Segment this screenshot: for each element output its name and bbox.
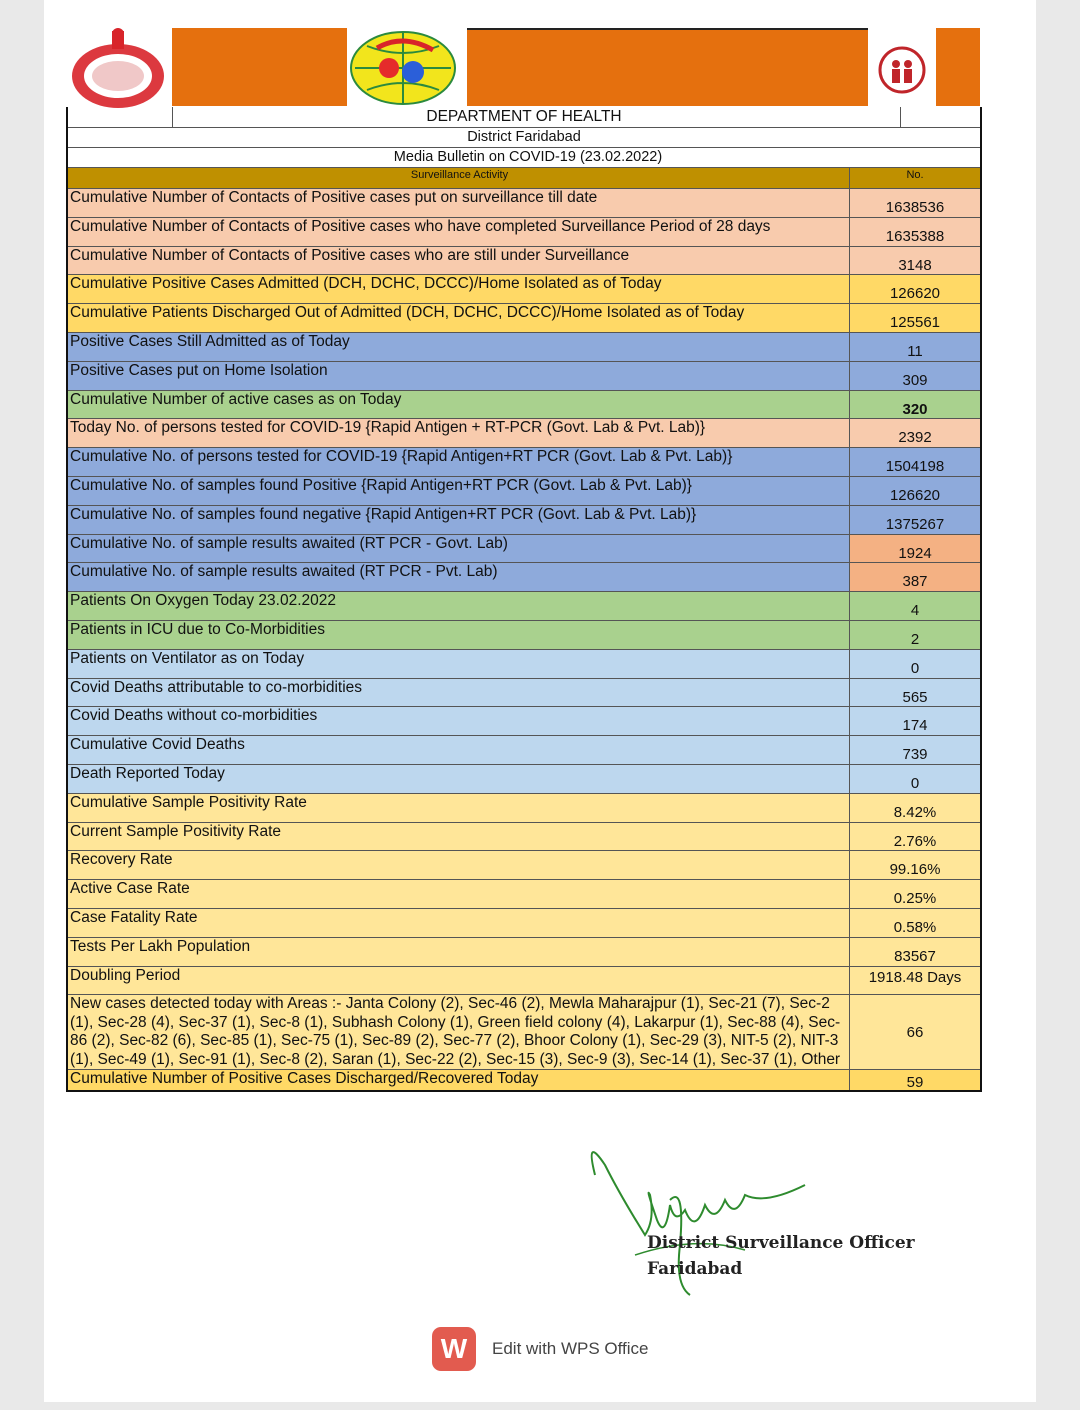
table-row [68,448,980,477]
row-label: Current Sample Positivity Rate [68,823,850,851]
row-value: 1504198 [885,458,945,476]
row-label: New cases detected today with Areas :- Janta Colony (2), Sec-46 (2), Mewla Maharajpur (1), Sec-21 (7), Sec-2 (1), Sec-28 (4), Sec-37 (1), Sec-8 (1), Subhash Colony (1), Green field colony (4), Lakarpur (1), Sec-88 (4), Sec-86 (2), Sec-82 (6), Sec-85 (1), Sec-75 (1), Sec-89 (2), Sec-77 (2), Bhoor Colony (1), Sec-29 (3), NIT-5 (2), NIT-3 (1), Sec-49 (1), Sec-91 (1), Sec-8 (2), Saran (1), Sec-22 (2), Sec-15 (3), Sec-9 (3), Sec-14 (1), Sec-37 (1), Other [68,995,850,1069]
row-value: 125561 [889,314,941,332]
table-row [68,333,980,362]
table-row [68,391,980,420]
table-row [68,218,980,247]
wps-watermark[interactable] [432,1327,649,1371]
signature-line-2: Faridabad [647,1259,743,1279]
row-value: 126620 [889,486,941,504]
data-rows [68,189,980,1090]
column-header-row [68,168,980,189]
row-value: 3148 [898,256,932,274]
row-value: 0.25% [893,890,937,908]
table-row [68,736,980,765]
row-label: Patients in ICU due to Co-Morbidities [68,621,850,649]
row-value: 11 [907,342,923,360]
wps-logo-icon: W [432,1327,476,1371]
table-row [68,592,980,621]
row-value: 2392 [898,429,932,447]
row-label: Patients on Ventilator as on Today [68,650,850,678]
table-row [68,621,980,650]
national-health-mission-icon [868,28,936,108]
row-value: 320 [902,400,928,418]
wps-edit-link[interactable]: Edit with WPS Office [492,1339,649,1358]
table-row [68,851,980,880]
bulletin-table [66,107,982,1092]
table-row [68,995,980,1070]
row-value: 2 [910,630,920,648]
title-row [68,107,980,128]
table-row [68,506,980,535]
table-row [68,938,980,967]
row-label: Covid Deaths without co-morbidities [68,707,850,735]
row-label: Active Case Rate [68,880,850,908]
row-label: Cumulative No. of samples found Positive {Rapid Antigen+RT PCR (Govt. Lab & Pvt. Lab)} [68,477,850,505]
row-label: Patients On Oxygen Today 23.02.2022 [68,592,850,620]
row-value: 1635388 [885,227,945,245]
row-label: Tests Per Lakh Population [68,938,850,966]
table-row [68,535,980,564]
table-row [68,304,980,333]
table-row [68,765,980,794]
district-row [68,128,980,148]
row-value: 1924 [850,535,980,563]
table-row [68,275,980,304]
row-label: Cumulative No. of persons tested for COVID-19 {Rapid Antigen+RT PCR (Govt. Lab & Pvt. Lab)} [68,448,850,476]
table-row [68,880,980,909]
table-row [68,419,980,448]
row-label: Cumulative Covid Deaths [68,736,850,764]
table-row [68,679,980,708]
signature-block [647,1230,915,1282]
table-row [68,650,980,679]
row-value: 99.16% [889,861,941,879]
row-label: Cumulative Number of active cases as on Today [68,391,850,419]
bulletin-title: Media Bulletin on COVID-19 (23.02.2022) [393,149,663,165]
row-value: 0.58% [893,918,937,936]
table-row [68,1070,980,1090]
banner-orange-left [172,28,347,106]
row-value: 387 [850,563,980,591]
row-label: Cumulative Positive Cases Admitted (DCH, DCHC, DCCC)/Home Isolated as of Today [68,275,850,303]
row-label: Positive Cases Still Admitted as of Today [68,333,850,361]
row-value: 59 [906,1074,924,1092]
table-row [68,909,980,938]
row-label: Cumulative Number of Contacts of Positive cases who have completed Surveillance Period of 28 days [68,218,850,246]
row-label: Death Reported Today [68,765,850,793]
row-label: Cumulative Number of Contacts of Positive cases put on surveillance till date [68,189,850,217]
banner-orange-right [936,28,980,106]
row-value: 1918.48 Days [868,968,962,986]
row-value: 126620 [889,285,941,303]
haryana-emblem-icon [66,28,172,108]
banner-orange-middle [467,28,868,106]
table-row [68,967,980,996]
table-row [68,189,980,218]
row-value: 2.76% [893,832,937,850]
row-value: 309 [902,371,928,389]
table-row [68,477,980,506]
district-title: District Faridabad [467,129,581,145]
row-value: 66 [906,1023,924,1041]
row-value: 1638536 [885,199,945,216]
row-label: Cumulative Patients Discharged Out of Admitted (DCH, DCHC, DCCC)/Home Isolated as of Today [68,304,850,332]
column-header-activity: Surveillance Activity [68,168,850,188]
row-label: Positive Cases put on Home Isolation [68,362,850,390]
row-value: 174 [902,717,928,735]
row-value: 0 [910,659,920,677]
row-label: Covid Deaths attributable to co-morbidities [68,679,850,707]
signature-line-1: District Surveillance Officer [647,1233,915,1253]
bulletin-row [68,148,980,168]
table-row [68,823,980,852]
table-row [68,794,980,823]
row-value: 8.42% [893,803,937,821]
row-label: Cumulative No. of sample results awaited (RT PCR - Govt. Lab) [68,535,850,563]
header-banner [66,28,982,108]
row-label: Doubling Period [68,967,850,995]
table-row [68,563,980,592]
row-label: Cumulative Number of Contacts of Positive cases who are still under Surveillance [68,247,850,275]
row-label: Cumulative Sample Positivity Rate [68,794,850,822]
row-value: 4 [910,602,920,620]
column-header-no: No. [906,169,924,181]
row-label: Case Fatality Rate [68,909,850,937]
row-label: Today No. of persons tested for COVID-19 {Rapid Antigen + RT-PCR (Govt. Lab & Pvt. Lab)} [68,419,850,447]
globe-logo-icon [347,28,467,108]
row-value: 0 [910,774,920,792]
row-value: 1375267 [885,515,945,533]
table-row [68,362,980,391]
row-value: 739 [902,746,928,764]
row-label: Cumulative Number of Positive Cases Discharged/Recovered Today [68,1070,850,1090]
row-value: 565 [902,688,928,706]
table-row [68,247,980,276]
table-row [68,707,980,736]
row-label: Cumulative No. of samples found negative {Rapid Antigen+RT PCR (Govt. Lab & Pvt. Lab)} [68,506,850,534]
row-label: Recovery Rate [68,851,850,879]
row-label: Cumulative No. of sample results awaited (RT PCR - Pvt. Lab) [68,563,850,591]
department-title: DEPARTMENT OF HEALTH [426,108,622,125]
row-value: 83567 [894,947,936,965]
